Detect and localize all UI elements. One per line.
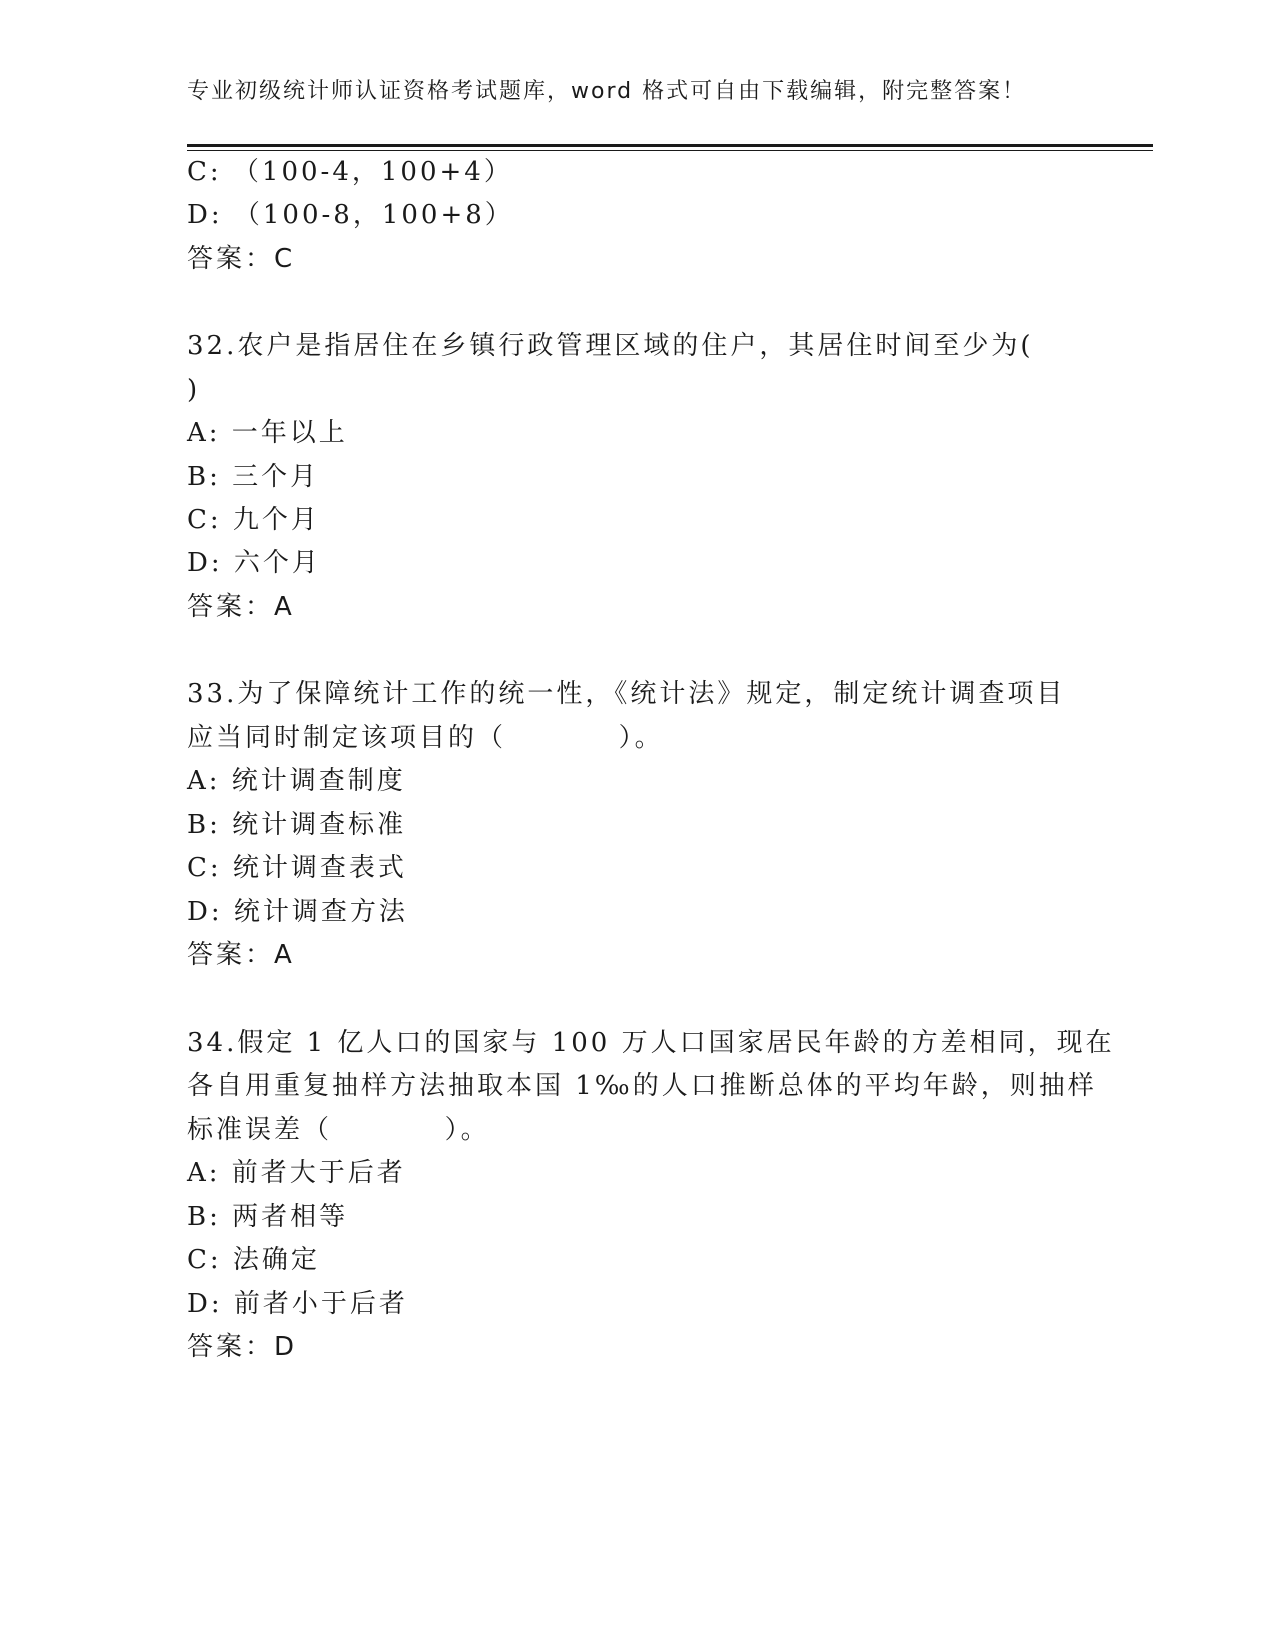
question-stem: 33.为了保障统计工作的统一性，《统计法》规定，制定统计调查项目: [187, 679, 1066, 709]
option-line: B: 三个月: [187, 462, 320, 492]
question-stem: 标准误差（ ）。: [187, 1115, 490, 1145]
answer-line: 答案：D: [187, 1332, 298, 1362]
answer-line: 答案：C: [187, 244, 296, 274]
question-stem: 32.农户是指居住在乡镇行政管理区域的住户，其居住时间至少为(: [187, 331, 1034, 361]
header-rule-thick: [187, 144, 1153, 147]
page-header: 专业初级统计师认证资格考试题库，word 格式可自由下载编辑，附完整答案！: [187, 79, 1027, 104]
header-rule-thin: [187, 150, 1153, 151]
option-line: C: 九个月: [187, 505, 320, 535]
option-line: D: 统计调查方法: [187, 897, 408, 927]
option-line: B: 两者相等: [187, 1202, 349, 1232]
question-stem: ): [187, 375, 201, 405]
option-line: D: 前者小于后者: [187, 1289, 408, 1319]
option-line: A: 一年以上: [187, 418, 348, 448]
option-line: C: 统计调查表式: [187, 853, 407, 883]
option-line: A: 统计调查制度: [187, 766, 406, 796]
option-line: B: 统计调查标准: [187, 810, 407, 840]
question-stem: 各自用重复抽样方法抽取本国 1‰的人口推断总体的平均年龄，则抽样: [187, 1071, 1097, 1101]
answer-line: 答案：A: [187, 940, 295, 970]
option-line: C: 法确定: [187, 1245, 320, 1275]
option-line: A: 前者大于后者: [187, 1158, 406, 1188]
question-stem: 应当同时制定该项目的（ ）。: [187, 723, 664, 753]
option-line: C: （100-4，100+4）: [187, 157, 513, 187]
question-stem: 34.假定 1 亿人口的国家与 100 万人口国家居民年龄的方差相同，现在: [187, 1028, 1115, 1058]
option-line: D: （100-8，100+8）: [187, 200, 514, 230]
answer-line: 答案：A: [187, 592, 295, 622]
option-line: D: 六个月: [187, 548, 321, 578]
